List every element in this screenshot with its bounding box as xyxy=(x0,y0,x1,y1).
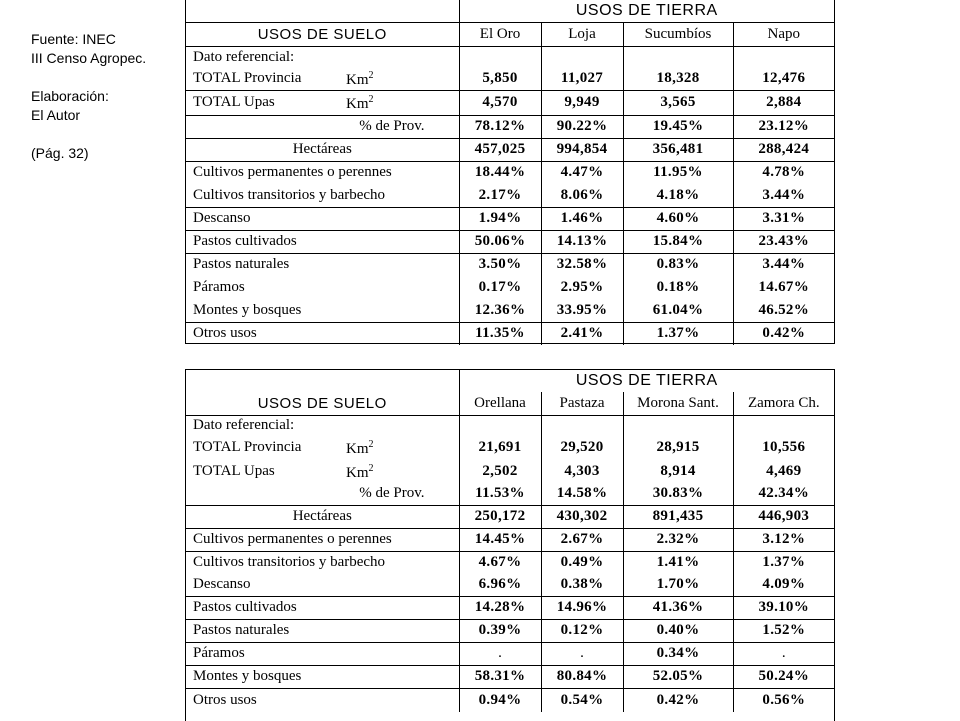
table-row xyxy=(186,90,834,115)
table-cell: 1.37% xyxy=(623,322,733,345)
table-cell: 2.32% xyxy=(623,528,733,551)
total-upas-value: 4,570 xyxy=(459,90,541,115)
table-cell: 3.50% xyxy=(459,253,541,276)
table-cell: 8.06% xyxy=(541,184,623,207)
table-row xyxy=(186,688,834,712)
row-label: Cultivos permanentes o perennes xyxy=(186,528,459,551)
table-cell: 0.12% xyxy=(541,619,623,642)
unit-label: Km$^2$ xyxy=(346,463,374,481)
table-cell: 1.37% xyxy=(733,551,834,574)
source-notes xyxy=(31,30,181,163)
page-reference: (Pág. 32) xyxy=(31,145,89,161)
province-header: Orellana xyxy=(459,392,541,415)
total-upas-value: 3,565 xyxy=(623,90,733,115)
province-header: Napo xyxy=(733,22,834,46)
usos-de-suelo-header: USOS DE SUELO xyxy=(186,392,459,415)
total-upas-value: 2,502 xyxy=(459,460,541,483)
table-cell: 32.58% xyxy=(541,253,623,276)
row-label: Páramos xyxy=(193,279,245,295)
land-use-table-2 xyxy=(185,369,835,721)
table-row xyxy=(186,138,834,161)
row-label: Pastos naturales xyxy=(186,619,459,642)
row-label: Cultivos transitorios y barbecho xyxy=(186,184,459,207)
province-header: Loja xyxy=(541,22,623,46)
table-cell: 41.36% xyxy=(623,596,733,619)
hectareas-value: 288,424 xyxy=(733,138,834,161)
total-upas-label: TOTAL Upas xyxy=(193,463,275,479)
table-cell: 14.45% xyxy=(459,528,541,551)
hectareas-label: Hectáreas xyxy=(186,505,459,528)
usos-de-tierra-header: USOS DE TIERRA xyxy=(459,0,834,22)
table-cell: 15.84% xyxy=(623,230,733,253)
table-cell: 58.31% xyxy=(459,665,541,688)
unit-label: Km$^2$ xyxy=(346,94,374,112)
table-cell: 4.67% xyxy=(459,551,541,574)
table-cell: 3.44% xyxy=(733,184,834,207)
table-row xyxy=(186,460,834,483)
table-cell: 52.05% xyxy=(623,665,733,688)
province-header: Pastaza xyxy=(541,392,623,415)
table-row xyxy=(186,161,834,184)
land-use-table xyxy=(186,370,834,712)
census-line: III Censo Agropec. xyxy=(31,50,147,66)
province-header-row xyxy=(186,22,834,46)
row-label: Cultivos permanentes o perennes xyxy=(193,164,392,181)
land-use-table xyxy=(186,0,834,345)
table-row xyxy=(186,322,834,345)
table-cell: 50.24% xyxy=(733,665,834,688)
table-row xyxy=(186,230,834,253)
hectareas-value: 446,903 xyxy=(733,505,834,528)
table-cell: 0.18% xyxy=(623,276,733,299)
total-provincia-value: 11,027 xyxy=(541,68,623,90)
total-provincia-value: 21,691 xyxy=(459,435,541,460)
total-upas-value: 4,469 xyxy=(733,460,834,483)
table-cell: 0.17% xyxy=(459,276,541,299)
table-cell: 14.67% xyxy=(733,276,834,299)
table-cell: 14.13% xyxy=(541,230,623,253)
table-row xyxy=(186,207,834,230)
total-upas-value: 9,949 xyxy=(541,90,623,115)
row-label: Pastos naturales xyxy=(193,256,290,273)
table-header-row xyxy=(186,0,834,22)
unit-label: Km$^2$ xyxy=(346,70,374,89)
hectareas-value: 457,025 xyxy=(459,138,541,161)
table-cell: 0.83% xyxy=(623,253,733,276)
table-cell: 18.44% xyxy=(459,161,541,184)
table-row xyxy=(186,574,834,596)
table-cell: 4.60% xyxy=(623,207,733,230)
land-use-table-1 xyxy=(185,0,835,344)
total-provincia-value: 29,520 xyxy=(541,435,623,460)
table-cell: 23.43% xyxy=(733,230,834,253)
table-cell: 1.46% xyxy=(541,207,623,230)
table-cell: 4.47% xyxy=(541,161,623,184)
table-cell: 0.56% xyxy=(733,688,834,712)
table-cell: . xyxy=(733,642,834,665)
pct-prov-value: 30.83% xyxy=(623,483,733,505)
table-cell: 2.41% xyxy=(541,322,623,345)
pct-prov-label: % de Prov. xyxy=(186,483,459,505)
table-row xyxy=(186,642,834,665)
total-provincia-value: 28,915 xyxy=(623,435,733,460)
table-row xyxy=(186,483,834,505)
row-label: Montes y bosques xyxy=(186,299,459,322)
hectareas-value: 994,854 xyxy=(541,138,623,161)
dato-referencial-row xyxy=(186,415,834,435)
table-cell: 33.95% xyxy=(541,299,623,322)
table-cell: 2.95% xyxy=(541,276,623,299)
table-cell: 0.38% xyxy=(541,574,623,596)
table-cell: 1.41% xyxy=(623,551,733,574)
province-header-row xyxy=(186,392,834,415)
usos-de-tierra-header: USOS DE TIERRA xyxy=(459,370,834,392)
pct-prov-value: 14.58% xyxy=(541,483,623,505)
pct-prov-value: 90.22% xyxy=(541,115,623,138)
pct-prov-value: 42.34% xyxy=(733,483,834,505)
usos-de-suelo-header: USOS DE SUELO xyxy=(186,22,459,46)
row-label: Pastos cultivados xyxy=(186,230,459,253)
table-cell: 0.49% xyxy=(541,551,623,574)
table-cell: 2.67% xyxy=(541,528,623,551)
table-cell: 0.94% xyxy=(459,688,541,712)
table-row xyxy=(186,505,834,528)
table-row xyxy=(186,276,834,299)
pct-prov-label: % de Prov. xyxy=(186,115,459,138)
hectareas-value: 356,481 xyxy=(623,138,733,161)
table-cell: 1.52% xyxy=(733,619,834,642)
table-row xyxy=(186,299,834,322)
table-cell: 14.96% xyxy=(541,596,623,619)
hectareas-value: 430,302 xyxy=(541,505,623,528)
table-cell: . xyxy=(459,642,541,665)
table-row xyxy=(186,253,834,276)
total-provincia-value: 12,476 xyxy=(733,68,834,90)
row-label: Otros usos xyxy=(193,691,257,708)
table-cell: 0.54% xyxy=(541,688,623,712)
dato-referencial-row xyxy=(186,46,834,68)
table-row xyxy=(186,596,834,619)
pct-prov-value: 78.12% xyxy=(459,115,541,138)
table-cell: 4.09% xyxy=(733,574,834,596)
total-provincia-value: 10,556 xyxy=(733,435,834,460)
table-header-row xyxy=(186,370,834,392)
table-cell: 4.18% xyxy=(623,184,733,207)
hectareas-value: 250,172 xyxy=(459,505,541,528)
dato-referencial-label: Dato referencial: xyxy=(193,416,295,433)
table-cell: 3.31% xyxy=(733,207,834,230)
total-provincia-label: TOTAL Provincia xyxy=(193,439,302,455)
table-cell: 6.96% xyxy=(459,574,541,596)
table-row xyxy=(186,528,834,551)
total-provincia-label: TOTAL Provincia xyxy=(193,70,302,87)
table-cell: 4.78% xyxy=(733,161,834,184)
total-upas-label: TOTAL Upas xyxy=(193,94,275,110)
total-upas-value: 4,303 xyxy=(541,460,623,483)
hectareas-label: Hectáreas xyxy=(186,138,459,161)
row-label: Pastos cultivados xyxy=(186,596,459,619)
table-cell: 61.04% xyxy=(623,299,733,322)
row-label: Montes y bosques xyxy=(186,665,459,688)
table-cell: 50.06% xyxy=(459,230,541,253)
table-row xyxy=(186,551,834,574)
row-label: Descanso xyxy=(186,207,459,230)
pct-prov-value: 19.45% xyxy=(623,115,733,138)
row-label: Descanso xyxy=(186,574,459,596)
table-row xyxy=(186,665,834,688)
province-header: Zamora Ch. xyxy=(733,392,834,415)
table-cell: 1.70% xyxy=(623,574,733,596)
unit-label: Km$^2$ xyxy=(346,439,374,457)
row-label: Otros usos xyxy=(193,325,257,342)
province-header: El Oro xyxy=(459,22,541,46)
row-label: Cultivos transitorios y barbecho xyxy=(193,554,386,571)
table-row xyxy=(186,68,834,90)
table-cell: 2.17% xyxy=(459,184,541,207)
province-header: Morona Sant. xyxy=(623,392,733,415)
table-cell: 14.28% xyxy=(459,596,541,619)
source-line: Fuente: INEC xyxy=(31,31,116,47)
table-cell: 3.12% xyxy=(733,528,834,551)
table-cell: . xyxy=(541,642,623,665)
total-upas-value: 2,884 xyxy=(733,90,834,115)
elaboration-label: Elaboración: xyxy=(31,88,109,104)
table-cell: 80.84% xyxy=(541,665,623,688)
table-cell: 0.39% xyxy=(459,619,541,642)
table-cell: 39.10% xyxy=(733,596,834,619)
table-cell: 0.42% xyxy=(623,688,733,712)
table-cell: 12.36% xyxy=(459,299,541,322)
pct-prov-value: 23.12% xyxy=(733,115,834,138)
table-cell: 46.52% xyxy=(733,299,834,322)
table-cell: 11.35% xyxy=(459,322,541,345)
table-row xyxy=(186,184,834,207)
table-cell: 11.95% xyxy=(623,161,733,184)
table-cell: 3.44% xyxy=(733,253,834,276)
table-cell: 0.42% xyxy=(733,322,834,345)
dato-referencial-label: Dato referencial: xyxy=(193,48,295,65)
total-provincia-value: 5,850 xyxy=(459,68,541,90)
pct-prov-value: 11.53% xyxy=(459,483,541,505)
province-header: Sucumbíos xyxy=(623,22,733,46)
total-upas-value: 8,914 xyxy=(623,460,733,483)
table-row xyxy=(186,435,834,460)
hectareas-value: 891,435 xyxy=(623,505,733,528)
table-cell: 1.94% xyxy=(459,207,541,230)
table-row xyxy=(186,115,834,138)
author-line: El Autor xyxy=(31,107,81,123)
table-cell: 0.34% xyxy=(623,642,733,665)
total-provincia-value: 18,328 xyxy=(623,68,733,90)
table-row xyxy=(186,619,834,642)
row-label: Páramos xyxy=(186,642,459,665)
table-cell: 0.40% xyxy=(623,619,733,642)
